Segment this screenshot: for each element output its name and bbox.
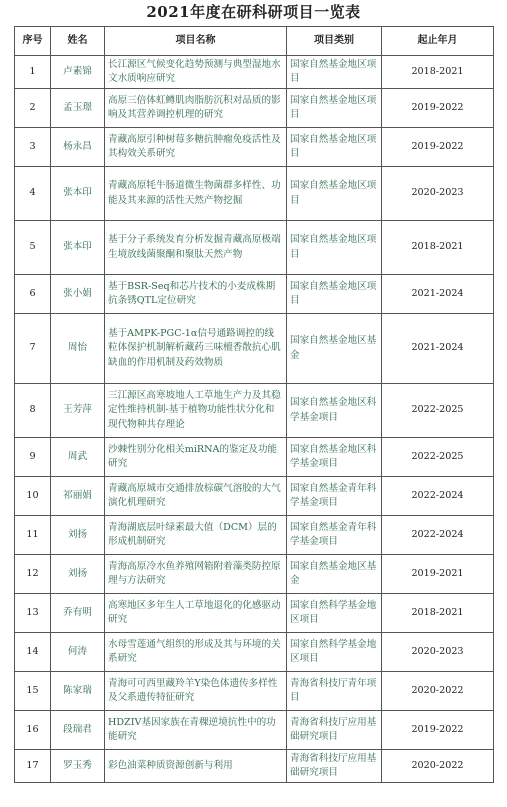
row-number: 5 bbox=[15, 221, 51, 275]
row-number: 7 bbox=[15, 314, 51, 384]
row-project: 沙棘性别分化相关miRNA的鉴定及功能研究 bbox=[105, 438, 287, 477]
row-number: 6 bbox=[15, 275, 51, 314]
row-years: 2019-2022 bbox=[382, 711, 494, 750]
row-project: HDZIV基因家族在青稞逆境抗性中的功能研究 bbox=[105, 711, 287, 750]
table-row bbox=[15, 438, 494, 477]
row-type: 国家自然基金地区项目 bbox=[287, 128, 382, 167]
row-name: 周怡 bbox=[51, 314, 105, 384]
header-no: 序号 bbox=[15, 27, 51, 56]
row-years: 2020-2022 bbox=[382, 750, 494, 783]
row-type: 国家自然基金地区项目 bbox=[287, 275, 382, 314]
row-type: 国家自然基金地区项目 bbox=[287, 167, 382, 221]
table-row bbox=[15, 89, 494, 128]
row-number: 12 bbox=[15, 555, 51, 594]
row-number: 9 bbox=[15, 438, 51, 477]
table-row bbox=[15, 477, 494, 516]
row-number: 10 bbox=[15, 477, 51, 516]
row-years: 2018-2021 bbox=[382, 56, 494, 89]
row-number: 14 bbox=[15, 633, 51, 672]
header-type: 项目类别 bbox=[287, 27, 382, 56]
table-header-row bbox=[15, 27, 494, 56]
row-name: 孟玉璟 bbox=[51, 89, 105, 128]
row-years: 2020-2023 bbox=[382, 167, 494, 221]
row-type: 国家自然基金地区基金 bbox=[287, 314, 382, 384]
row-type: 国家自然基金地区项目 bbox=[287, 56, 382, 89]
document-title: 2021年度在研科研项目一览表 bbox=[146, 3, 361, 21]
row-project: 高原三倍体虹鳟肌肉脂肪沉积对品质的影响及其营养调控机理的研究 bbox=[105, 89, 287, 128]
row-number: 4 bbox=[15, 167, 51, 221]
row-type: 国家自然基金青年科学基金项目 bbox=[287, 477, 382, 516]
row-number: 16 bbox=[15, 711, 51, 750]
row-type: 青海省科技厅应用基础研究项目 bbox=[287, 750, 382, 783]
row-project: 青藏高原城市交通排放棕碳气溶胶的大气演化机理研究 bbox=[105, 477, 287, 516]
table-row bbox=[15, 633, 494, 672]
row-type: 青海省科技厅应用基础研究项目 bbox=[287, 711, 382, 750]
row-number: 3 bbox=[15, 128, 51, 167]
row-years: 2019-2022 bbox=[382, 89, 494, 128]
table-row bbox=[15, 314, 494, 384]
header-name: 姓名 bbox=[51, 27, 105, 56]
row-type: 国家自然基金地区科学基金项目 bbox=[287, 438, 382, 477]
row-number: 17 bbox=[15, 750, 51, 783]
row-type: 国家自然基金地区基金 bbox=[287, 555, 382, 594]
row-years: 2021-2024 bbox=[382, 314, 494, 384]
row-type: 国家自然科学基金地区项目 bbox=[287, 594, 382, 633]
header-project: 项目名称 bbox=[105, 27, 287, 56]
row-project: 彩色油菜种质资源创新与利用 bbox=[105, 750, 287, 783]
table-row bbox=[15, 167, 494, 221]
row-name: 刘扬 bbox=[51, 516, 105, 555]
row-years: 2022-2024 bbox=[382, 516, 494, 555]
row-project: 青海可可西里藏羚羊Y染色体遗传多样性及父系遗传特征研究 bbox=[105, 672, 287, 711]
table-row bbox=[15, 594, 494, 633]
row-project: 青藏高原牦牛肠道微生物菌群多样性、功能及其来源的活性天然产物挖掘 bbox=[105, 167, 287, 221]
row-project: 三江源区高寒坡地人工草地生产力及其稳定性维持机制-基于植物功能性状分化和现代物种共存理论 bbox=[105, 384, 287, 438]
row-number: 2 bbox=[15, 89, 51, 128]
row-years: 2018-2021 bbox=[382, 221, 494, 275]
row-name: 王芳萍 bbox=[51, 384, 105, 438]
row-project: 长江源区气候变化趋势预测与典型湿地水文水质响应研究 bbox=[105, 56, 287, 89]
table-row bbox=[15, 555, 494, 594]
row-name: 祁丽娟 bbox=[51, 477, 105, 516]
row-name: 张本印 bbox=[51, 221, 105, 275]
table-row bbox=[15, 275, 494, 314]
row-years: 2022-2025 bbox=[382, 438, 494, 477]
table-row bbox=[15, 672, 494, 711]
row-name: 段瑞君 bbox=[51, 711, 105, 750]
row-years: 2018-2021 bbox=[382, 594, 494, 633]
row-years: 2020-2023 bbox=[382, 633, 494, 672]
table-body bbox=[15, 56, 494, 783]
row-name: 杨永昌 bbox=[51, 128, 105, 167]
row-project: 基于AMPK-PGC-1α信号通路调控的线粒体保护机制解析藏药三味檀香散抗心肌缺血的作用机制及药效物质 bbox=[105, 314, 287, 384]
table-row bbox=[15, 221, 494, 275]
project-table bbox=[14, 26, 494, 783]
row-type: 国家自然科学基金地区项目 bbox=[287, 633, 382, 672]
row-name: 陈家瑞 bbox=[51, 672, 105, 711]
row-name: 张小娟 bbox=[51, 275, 105, 314]
row-project: 青藏高原引种树莓多糖抗肿瘤免疫活性及其构效关系研究 bbox=[105, 128, 287, 167]
row-years: 2019-2022 bbox=[382, 128, 494, 167]
table-row bbox=[15, 56, 494, 89]
row-project: 水母雪莲通气组织的形成及其与环境的关系研究 bbox=[105, 633, 287, 672]
row-years: 2021-2024 bbox=[382, 275, 494, 314]
row-name: 张本印 bbox=[51, 167, 105, 221]
table-row bbox=[15, 750, 494, 783]
table-row bbox=[15, 516, 494, 555]
row-project: 高寒地区多年生人工草地退化的化感驱动研究 bbox=[105, 594, 287, 633]
table-row bbox=[15, 384, 494, 438]
row-name: 何涛 bbox=[51, 633, 105, 672]
row-name: 刘扬 bbox=[51, 555, 105, 594]
row-type: 国家自然基金地区项目 bbox=[287, 89, 382, 128]
row-number: 8 bbox=[15, 384, 51, 438]
row-project: 青海湖底层叶绿素最大值（DCM）层的形成机制研究 bbox=[105, 516, 287, 555]
row-number: 15 bbox=[15, 672, 51, 711]
row-type: 青海省科技厅青年项目 bbox=[287, 672, 382, 711]
row-project: 基于分子系统发育分析发掘青藏高原极端生境放线菌聚酮和聚肽天然产物 bbox=[105, 221, 287, 275]
table-row bbox=[15, 128, 494, 167]
row-years: 2022-2024 bbox=[382, 477, 494, 516]
row-name: 罗玉秀 bbox=[51, 750, 105, 783]
row-years: 2022-2025 bbox=[382, 384, 494, 438]
row-name: 乔有明 bbox=[51, 594, 105, 633]
row-type: 国家自然基金青年科学基金项目 bbox=[287, 516, 382, 555]
row-years: 2020-2022 bbox=[382, 672, 494, 711]
table-row bbox=[15, 711, 494, 750]
header-years: 起止年月 bbox=[382, 27, 494, 56]
row-project: 青海高原冷水鱼养殖网箱附着藻类防控原理与方法研究 bbox=[105, 555, 287, 594]
row-name: 卢素锦 bbox=[51, 56, 105, 89]
row-number: 13 bbox=[15, 594, 51, 633]
row-number: 1 bbox=[15, 56, 51, 89]
row-years: 2019-2021 bbox=[382, 555, 494, 594]
row-project: 基于BSR-Seq和芯片技术的小麦成株期抗条锈QTL定位研究 bbox=[105, 275, 287, 314]
row-name: 周武 bbox=[51, 438, 105, 477]
row-type: 国家自然基金地区项目 bbox=[287, 221, 382, 275]
row-number: 11 bbox=[15, 516, 51, 555]
row-type: 国家自然基金地区科学基金项目 bbox=[287, 384, 382, 438]
